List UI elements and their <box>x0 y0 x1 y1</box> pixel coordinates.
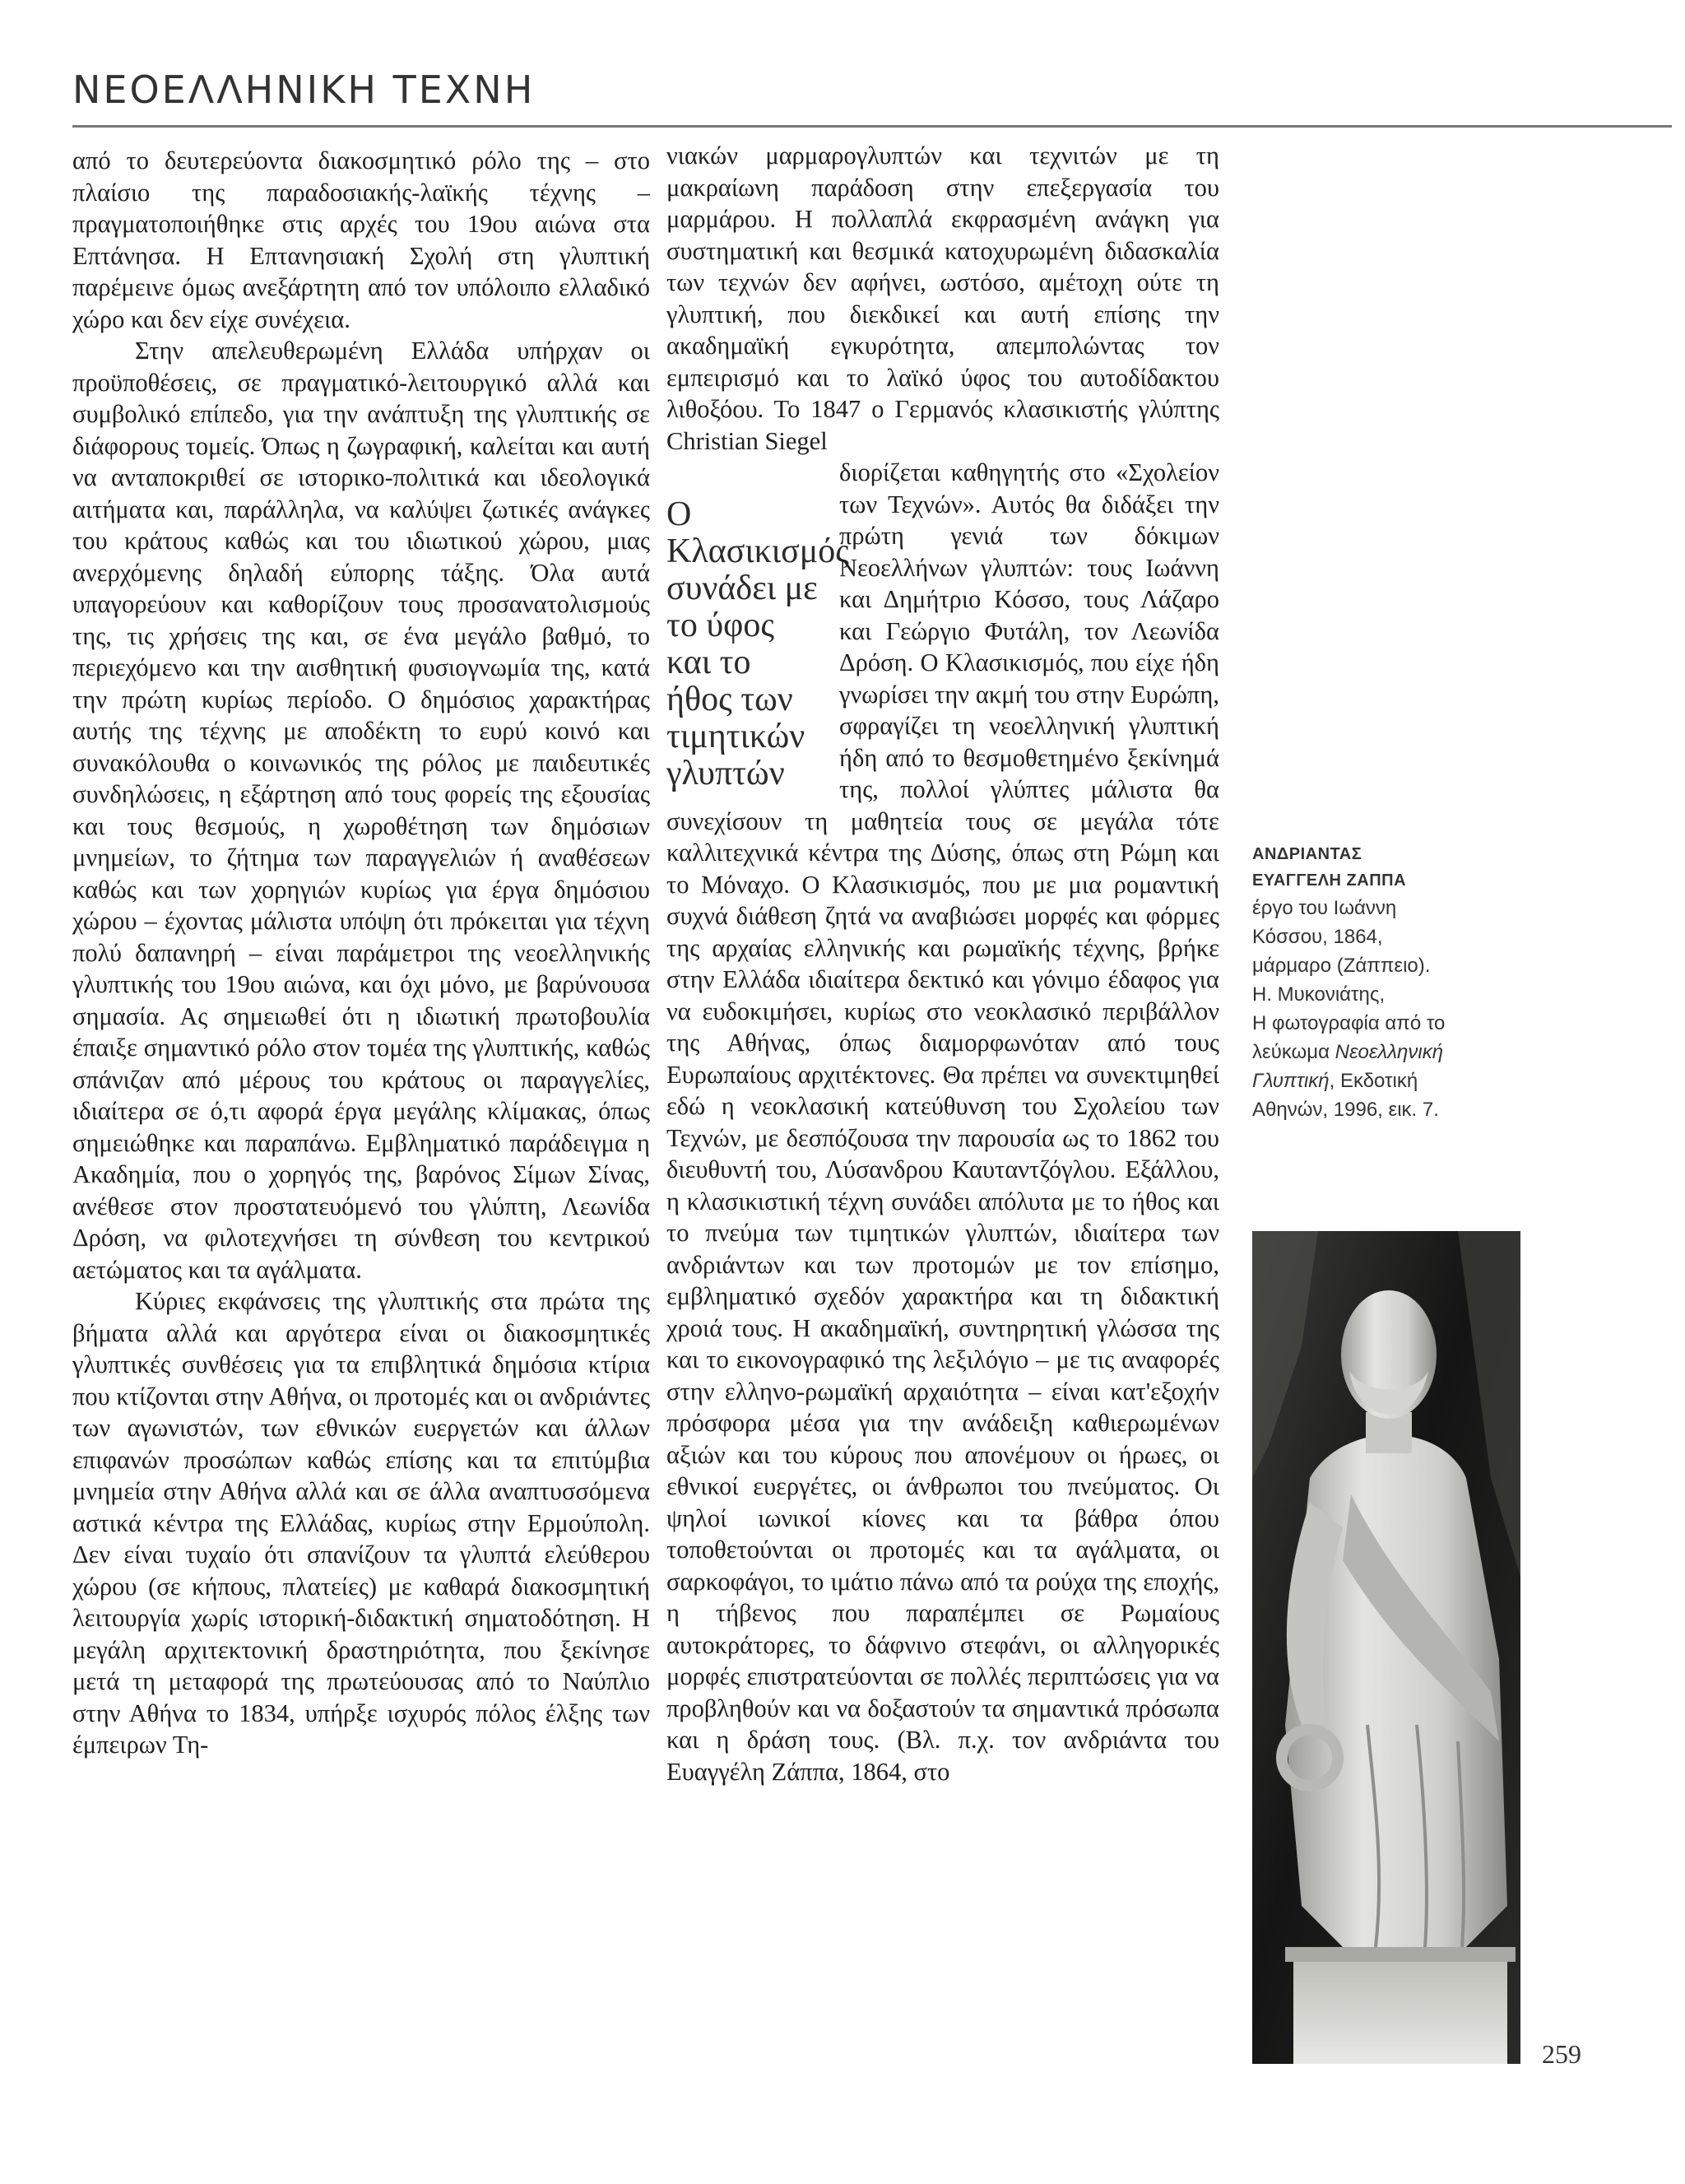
caption-line-2: Κόσσου, 1864, <box>1252 926 1383 948</box>
caption-line-7 <box>1252 1066 1474 1095</box>
caption-book-title-part-2: Γλυπτική <box>1252 1070 1330 1092</box>
running-head: ΝΕΟΕΛΛΗΝΙΚΗ ΤΕΧΝΗ <box>72 67 536 112</box>
middle-paragraph-2: διορίζεται καθηγητής στο «Σχολείον των Τεχνών». Αυτός θα διδάξει την πρώτη γενιά των δόκιμων Νεοελλήνων γλυπτών: τους Ιωάννη και Δημήτριο Κόσσο, τους Λάζαρο και Γεώργιο Φυτάλη, τον Λεωνίδα Δρόση. Ο Κλασικισμός, που είχε ήδη γνωρίσει την ακμή του στην Ευρώπη, σφραγίζει τη νεοελληνική γλυπτική ήδη από το θεσμοθετημένο ξεκίνημά της, πολλοί γλύπτες μάλιστα θα συνεχίσουν τη μαθητεία τους σε μεγάλα τότε καλλιτεχνικά κέντρα της Δύσης, όπως στη Ρώμη και το Μόναχο. Ο Κλασικισμός, που με μια ρομαντική συχνά διάθεση ζητά να αναβιώσει μορφές και φόρμες της αρχαίας ελληνικής και ρωμαϊκής τέχνης, βρήκε στην Ελλάδα ιδιαίτερα δεκτικό και γόνιμο έδαφος για να ευδοκιμήσει, κυρίως στο νεοκλασικό περιβάλλον της Αθήνας, όπως διαμορφωνόταν από τους Ευρωπαίους αρχιτέκτονες. Θα πρέπει να συνεκτιμηθεί εδώ η νεοκλασική κατεύθυνση του Σχολείου των Τεχνών, με δεσπόζουσα την παρουσία ως το 1862 του διευθυντή του, Λύσανδρου Καυταντζόγλου. Εξάλλου, η κλασικιστική τέχνη συνάδει απόλυτα με το ήθος και το πνεύμα των τιμητικών γλυπτών, ιδιαίτερα των ανδριάντων και των προτομών με τον επίσημο, εμβληματικό σχεδόν χαρακτήρα και τη διδακτική χροιά τους. Η ακαδημαϊκή, συντηρητική γλώσσα της και το εικονογραφικό της λεξιλόγιο – με τις αναφορές στην ελληνο-ρωμαϊκή αρχαιότητα – είναι κατ'εξοχήν πρόσφορα μέσα για την ανάδειξη καθιερωμένων αξιών και του κύρους που απονέμουν οι ήρωες, οι εθνικοί ευεργέτες, οι άνθρωποι του πνεύματος. Οι ψηλοί ιωνικοί κίονες και τα βάθρα όπου τοποθετούνται οι προτομές και τα αγάλματα, οι σαρκοφάγοι, το ιμάτιο πάνω από τα ρούχα της εποχής, η τήβενος που παραπέμπει σε Ρωμαίους αυτοκράτορες, το δάφνινο στεφάνι, οι αλληγορικές μορφές επιστρατεύονται σε πολλές περιπτώσεις για να προβληθούν και να δοξαστούν τα σημαντικά πρόσωπα και η δράση τους. (Βλ. π.χ. τον ανδριάντα του Ευαγγέλη Ζάππα, 1864, στο <box>666 458 1219 1786</box>
left-paragraph-2: Στην απελευθερωμένη Ελλάδα υπήρχαν οι προϋποθέσεις, σε πραγματικό-λειτουργικό αλλά και συμβολικό επίπεδο, για την ανάπτυξη της γλυπτικής σε διάφορους τομείς. Όπως η ζωγραφική, καλείται και αυτή να ανταποκριθεί σε ιστορικο-πολιτικά και ιδεολογικά αιτήματα και, παράλληλα, να καλύψει ζωτικές ανάγκες του κράτους καθώς και του ιδιωτικού χώρου, μιας ανερχόμενης δηλαδή εύπορης τάξης. Όλα αυτά υπαγορεύουν και καθορίζουν τους προσανατολισμούς της, τις χρήσεις της και, σε ένα μεγάλο βαθμό, το περιεχόμενο και την αισθητική φυσιογνωμία της, κατά την πρώτη κυρίως περίοδο. Ο δημόσιος χαρακτήρας αυτής της τέχνης με αποδέκτη το ευρύ κοινό και συνακόλουθα ο κοινωνικός της ρόλος με παιδευτικές συνδηλώσεις, η εξάρτηση από τους φορείς της εξουσίας και τους θεσμούς, η χωροθέτηση των δημόσιων μνημείων, το ζήτημα των παραγγελιών ή αναθέσεων καθώς και των χορηγιών κυρίως για έργα δημόσιου χώρου – έχοντας μάλιστα υπόψη ότι πρόκειται για τέχνη πολύ δαπανηρή – είναι παράμετροι της νεοελληνικής γλυπτικής του 19ου αιώνα, και όχι μόνο, με βαρύνουσα σημασία. Ας σημειωθεί ότι η ιδιωτική πρωτοβουλία έπαιξε σημαντικό ρόλο στον τομέα της γλυπτικής, καθώς σπάνιζαν από μέρους του κράτους οι παραγγελίες, ιδιαίτερα σε ό,τι αφορά έργα μεγάλης κλίμακας, όπως σημειώθηκε και παραπάνω. Εμβληματικό παράδειγμα η Ακαδημία, που ο χορηγός της, βαρόνος Σίμων Σίνας, ανέθεσε στον προστατευόμενό του γλύπτη, Λεωνίδα Δρόση, να φιλοτεχνήσει τη σύνθεση του κεντρικού αετώματος και τα αγάλματα. <box>72 337 650 1284</box>
left-column <box>72 145 650 1761</box>
caption-line-6-text: λεύκωμα <box>1252 1041 1335 1063</box>
statue-photo <box>1252 1231 1520 2064</box>
plinth-moulding <box>1285 1947 1516 1962</box>
caption-title-line-1: ΑΝΔΡΙΑΝΤΑΣ <box>1252 845 1362 863</box>
caption-book-title-part-1: Νεοελληνική <box>1335 1041 1444 1063</box>
figure-caption <box>1252 841 1474 1124</box>
caption-line-6 <box>1252 1038 1474 1066</box>
caption-line-5: Η φωτογραφία από το <box>1252 1012 1446 1034</box>
header-rule <box>72 125 1672 128</box>
middle-column <box>666 140 1219 1787</box>
caption-title-line-2: ΕΥΑΓΓΕΛΗ ΖΑΠΠΑ <box>1252 871 1407 890</box>
left-paragraph-3: Κύριες εκφάνσεις της γλυπτικής στα πρώτα της βήματα αλλά και αργότερα είναι οι διακοσμητικές γλυπτικές συνθέσεις για τα επιβλητικά δημόσια κτίρια που κτίζονται στην Αθήνα, οι προτομές και οι ανδριάντες των αγωνιστών, των εθνικών ευεργετών και άλλων επιφανών προσώπων καθώς επίσης και τα επιτύμβια μνημεία στην Αθήνα αλλά και σε άλλα αναπτυσσόμενα αστικά κέντρα της Ελλάδας, κυρίως στην Ερμούπολη. Δεν είναι τυχαίο ότι σπανίζουν τα γλυπτά ελεύθερου χώρου (σε κήπους, πλατείες) με καθαρά διακοσμητική λειτουργία χωρίς ιστορική-διδακτική σηματοδότηση. Η μεγάλη αρχιτεκτονική δραστηριότητα, που ξεκίνησε μετά τη μεταφορά της πρωτεύουσας από το Ναύπλιο στην Αθήνα το 1834, υπήρξε ισχυρός πόλος έλξης των έμπειρων Τη- <box>72 1287 650 1759</box>
statue-plinth <box>1293 1955 1507 2064</box>
pull-quote: Ο Κλασικισμός συνάδει με το ύφος και το ήθος των τιμητικών γλυπτών <box>666 495 849 792</box>
left-paragraph-1: από το δευτερεύοντα διακοσμητικό ρόλο της – στο πλαίσιο της παραδοσιακής-λαϊκής τέχνης – πραγματοποιήθηκε στις αρχές του 19ου αιώνα στα Επτάνησα. Η Επτανησιακή Σχολή στη γλυπτική παρέμεινε όμως ανεξάρτητη από τον υπόλοιπο ελλαδικό χώρο και δεν είχε συνέχεια. <box>72 146 650 333</box>
caption-line-3: μάρμαρο (Ζάππειο). <box>1252 955 1431 977</box>
caption-line-8: Αθηνών, 1996, εικ. 7. <box>1252 1099 1439 1121</box>
caption-line-4: Η. Μυκονιάτης, <box>1252 983 1386 1006</box>
caption-line-1: έργο του Ιωάννη <box>1252 897 1397 919</box>
caption-line-7-text: , Εκδοτική <box>1329 1070 1418 1092</box>
middle-paragraph-1: νιακών μαρμαρογλυπτών και τεχνιτών με τη μακραίωνη παράδοση στην επεξεργασία του μαρμάρου. Η πολλαπλά εκφρασμένη ανάγκη για συστηματική και θεσμικά κατοχυρωμένη διδασκαλία των τεχνών δεν αφήνει, ωστόσο, αμέτοχη ούτε τη γλυπτική, που διεκδικεί και αυτή επίσης την ακαδημαϊκή εγκυρότητα, απεμπολώντας τον εμπειρισμό και το λαϊκό ύφος του αυτοδίδακτου λιθοξόου. Το 1847 ο Γερμανός κλασικιστής γλύπτης Christian Siegel <box>666 142 1219 455</box>
page-number: 259 <box>1542 2039 1581 2069</box>
statue-illustration <box>1252 1231 1520 2064</box>
